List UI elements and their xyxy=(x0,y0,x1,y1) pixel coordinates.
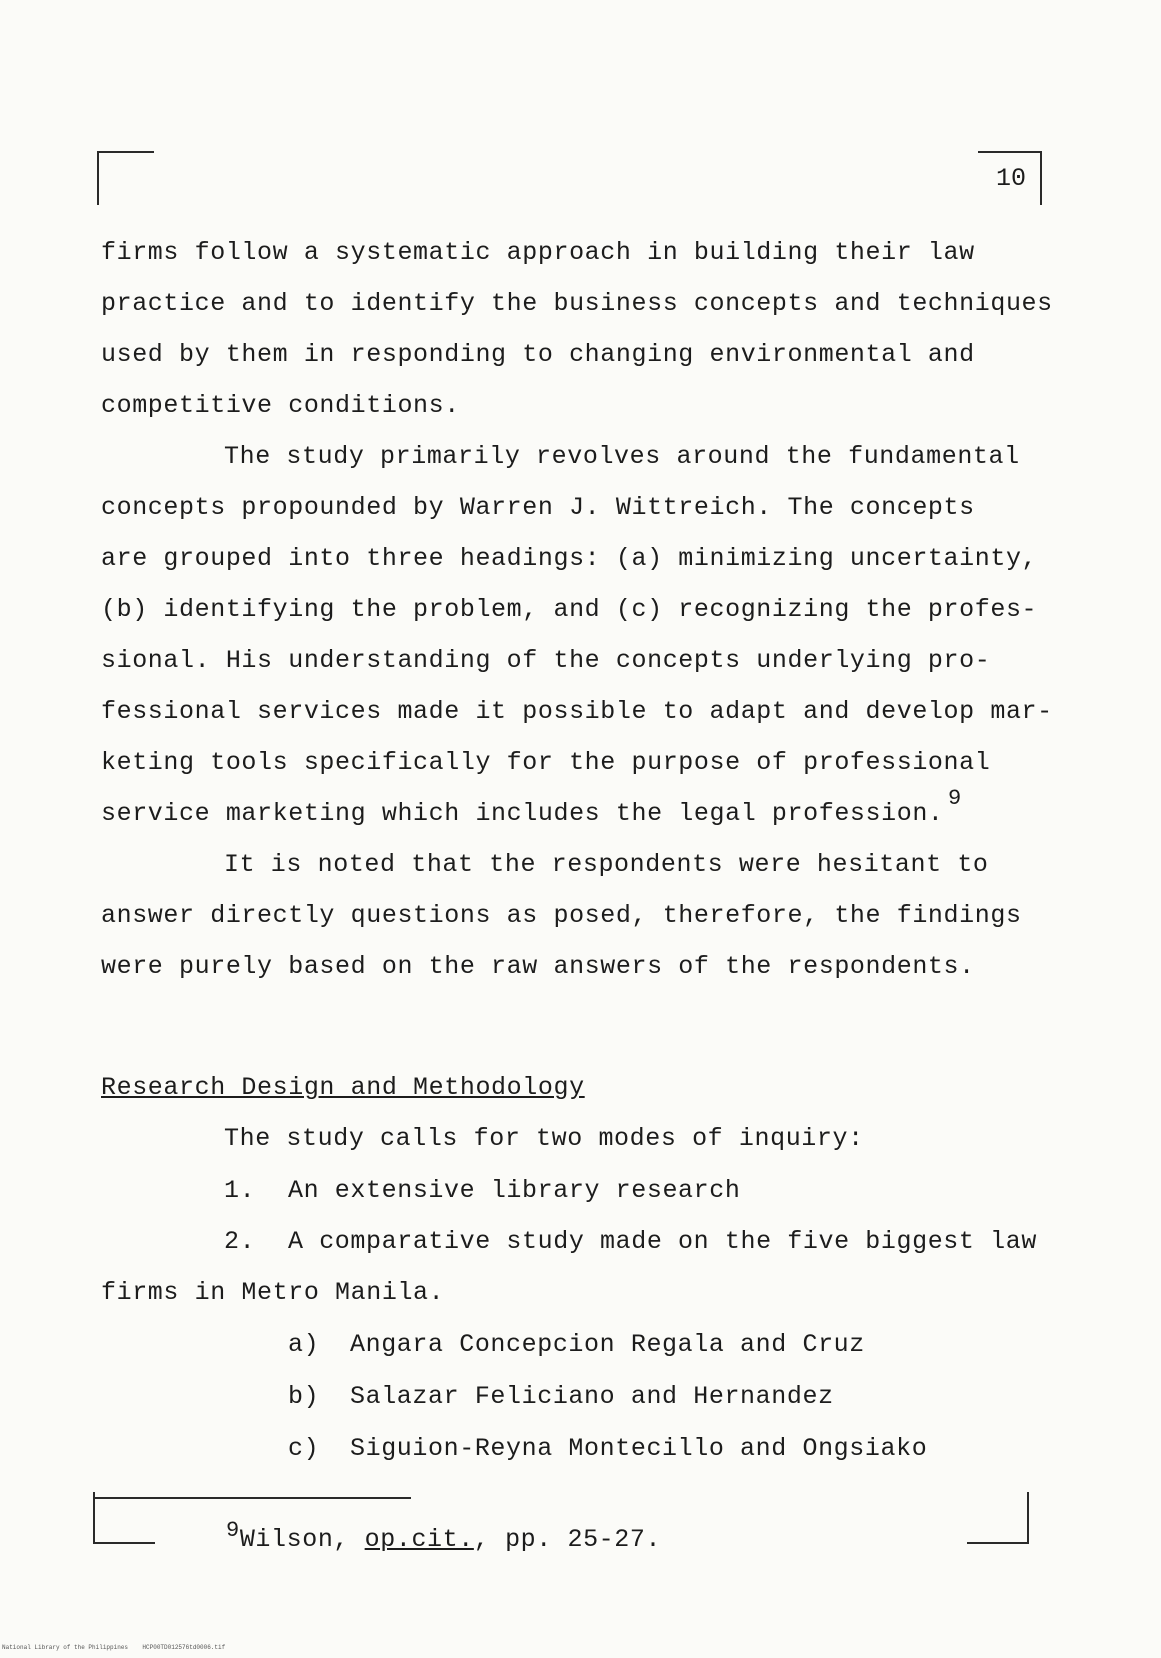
footnote-pages: , pp. 25-27. xyxy=(473,1525,662,1554)
corner-mark-bottom-left xyxy=(93,1492,155,1544)
footnote-reference: 9 xyxy=(948,786,962,811)
corner-mark-bottom-right xyxy=(967,1492,1029,1544)
paragraph-line: used by them in responding to changing environmental and xyxy=(101,340,975,369)
page-number: 10 xyxy=(996,164,1027,193)
paragraph-line: sional. His understanding of the concepts underlying pro- xyxy=(101,646,991,675)
paragraph-line: It is noted that the respondents were hesitant to xyxy=(224,850,989,879)
paragraph-line: are grouped into three headings: (a) minimizing uncertainty, xyxy=(101,544,1038,573)
footnote-citation: op.cit. xyxy=(364,1525,474,1554)
sublist-letter: b) xyxy=(288,1382,320,1411)
paragraph-line: (b) identifying the problem, and (c) recognizing the profes- xyxy=(101,595,1038,624)
section-heading: Research Design and Methodology xyxy=(101,1073,585,1102)
paragraph-line: The study primarily revolves around the fundamental xyxy=(224,442,1020,471)
scan-imprint: National Library of the Philippines HCP00TD012576td0006.tif xyxy=(2,1644,226,1651)
list-item-continuation: firms in Metro Manila. xyxy=(101,1278,445,1307)
sublist-item: Salazar Feliciano and Hernandez xyxy=(350,1382,834,1411)
list-item: An extensive library research xyxy=(288,1176,741,1205)
sublist-letter: c) xyxy=(288,1434,320,1463)
paragraph-line: were purely based on the raw answers of the respondents. xyxy=(101,952,975,981)
footnote-number: 9 xyxy=(226,1518,240,1543)
list-number: 1. xyxy=(224,1176,256,1205)
paragraph-line: firms follow a systematic approach in building their law xyxy=(101,238,975,267)
paragraph-line: competitive conditions. xyxy=(101,391,460,420)
paragraph-line: service marketing which includes the legal profession. xyxy=(101,799,944,828)
paragraph-line: practice and to identify the business concepts and techniques xyxy=(101,289,1053,318)
list-item: A comparative study made on the five biggest law xyxy=(288,1227,1037,1256)
footnote-author: Wilson, xyxy=(239,1525,365,1554)
sublist-item: Angara Concepcion Regala and Cruz xyxy=(350,1330,865,1359)
paragraph-line: concepts propounded by Warren J. Wittreich. The concepts xyxy=(101,493,975,522)
sublist-item: Siguion-Reyna Montecillo and Ongsiako xyxy=(350,1434,928,1463)
corner-mark-top-left xyxy=(97,151,154,205)
paragraph-line: answer directly questions as posed, therefore, the findings xyxy=(101,901,1022,930)
sublist-letter: a) xyxy=(288,1330,320,1359)
footnote xyxy=(226,1518,662,1554)
paragraph-line: fessional services made it possible to adapt and develop mar- xyxy=(101,697,1053,726)
intro-line: The study calls for two modes of inquiry: xyxy=(224,1124,864,1153)
paragraph-line: keting tools specifically for the purpose of professional xyxy=(101,748,991,777)
list-number: 2. xyxy=(224,1227,256,1256)
